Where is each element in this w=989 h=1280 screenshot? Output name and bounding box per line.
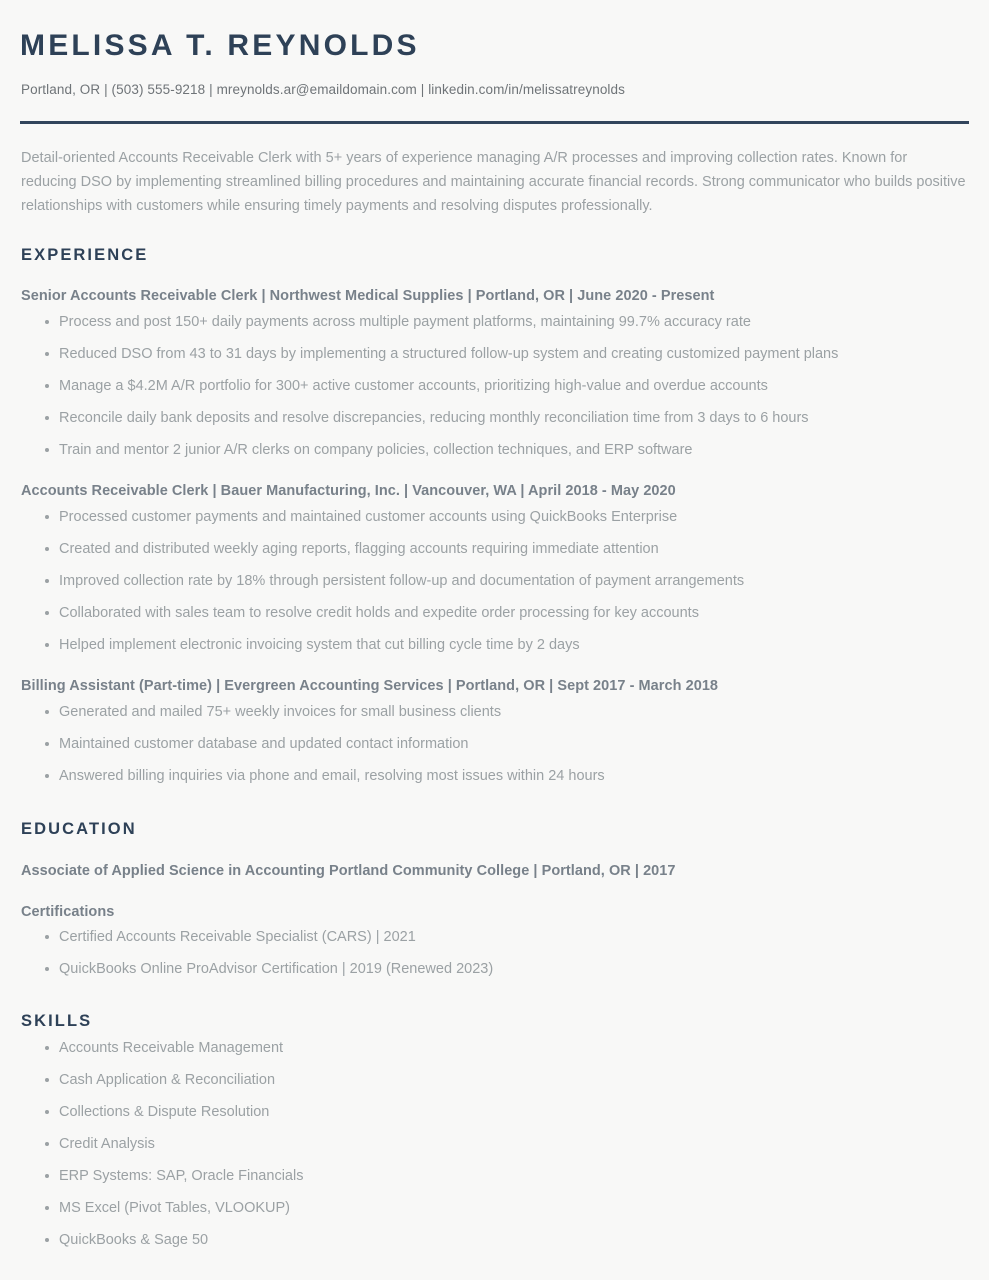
section-heading-skills: SKILLS (21, 1012, 93, 1031)
experience-entry-heading: Billing Assistant (Part-time) | Evergreen Accounting Services | Portland, OR | Sept 2017 - March 2018 (21, 678, 719, 695)
section-heading-experience: EXPERIENCE (21, 245, 149, 264)
list-item: Created and distributed weekly aging reports, flagging accounts requiring immediate attention (20, 533, 969, 565)
skills-list (20, 1032, 969, 1256)
experience-entry-heading: Senior Accounts Receivable Clerk | Northwest Medical Supplies | Portland, OR | June 2020 - Present (21, 288, 715, 305)
list-item: Answered billing inquiries via phone and email, resolving most issues within 24 hours (20, 760, 969, 792)
experience-bullet-list (20, 696, 969, 792)
list-item: Manage a $4.2M A/R portfolio for 300+ active customer accounts, prioritizing high-value and overdue accounts (20, 370, 969, 402)
list-item: QuickBooks Online ProAdvisor Certification | 2019 (Renewed 2023) (20, 953, 969, 985)
list-item: Accounts Receivable Management (20, 1032, 969, 1064)
list-item: Processed customer payments and maintained customer accounts using QuickBooks Enterprise (20, 501, 969, 533)
list-item: Cash Application & Reconciliation (20, 1064, 969, 1096)
list-item: Reduced DSO from 43 to 31 days by implementing a structured follow-up system and creating customized payment plans (20, 338, 969, 370)
certifications-list (20, 921, 969, 985)
list-item: Improved collection rate by 18% through persistent follow-up and documentation of payment arrangements (20, 565, 969, 597)
professional-summary: Detail-oriented Accounts Receivable Clerk with 5+ years of experience managing A/R processes and improving collection rates. Known for reducing DSO by implementing streamlined billing procedures and maintaining accurate financial records. Strong communicator who builds positive relationships with customers while ensuring timely payments and resolving disputes professionally. (21, 149, 966, 214)
section-heading-education: EDUCATION (21, 819, 137, 838)
list-item: Reconcile daily bank deposits and resolve discrepancies, reducing monthly reconciliation time from 3 days to 6 hours (20, 402, 969, 434)
list-item: Maintained customer database and updated contact information (20, 728, 969, 760)
certifications-label: Certifications (21, 903, 115, 920)
education-section (20, 840, 969, 986)
list-item: Process and post 150+ daily payments across multiple payment platforms, maintaining 99.7% accuracy rate (20, 306, 969, 338)
experience-entry (20, 265, 969, 466)
list-item: Credit Analysis (20, 1128, 969, 1160)
list-item: Train and mentor 2 junior A/R clerks on company policies, collection techniques, and ERP software (20, 434, 969, 466)
list-item: Generated and mailed 75+ weekly invoices for small business clients (20, 696, 969, 728)
experience-entry (20, 661, 969, 792)
education-degree: Associate of Applied Science in Accounting Portland Community College | Portland, OR | 2017 (21, 862, 676, 879)
list-item: Certified Accounts Receivable Specialist (CARS) | 2021 (20, 921, 969, 953)
candidate-name: MELISSA T. REYNOLDS (20, 29, 420, 62)
list-item: MS Excel (Pivot Tables, VLOOKUP) (20, 1192, 969, 1224)
list-item: Collections & Dispute Resolution (20, 1096, 969, 1128)
list-item: Collaborated with sales team to resolve credit holds and expedite order processing for key accounts (20, 597, 969, 629)
list-item: Helped implement electronic invoicing system that cut billing cycle time by 2 days (20, 629, 969, 661)
experience-bullet-list (20, 306, 969, 466)
experience-entry-heading: Accounts Receivable Clerk | Bauer Manufacturing, Inc. | Vancouver, WA | April 2018 - May 2020 (21, 483, 676, 500)
experience-bullet-list (20, 501, 969, 661)
contact-line: Portland, OR | (503) 555-9218 | mreynolds.ar@emaildomain.com | linkedin.com/in/melissatreynolds (21, 82, 625, 97)
list-item: QuickBooks & Sage 50 (20, 1224, 969, 1256)
experience-section (20, 265, 969, 792)
experience-entry (20, 466, 969, 661)
list-item: ERP Systems: SAP, Oracle Financials (20, 1160, 969, 1192)
